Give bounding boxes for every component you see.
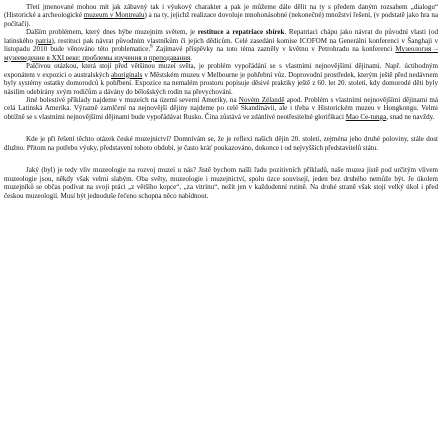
underlined-term: patria [35,36,52,45]
text-run: , snad ne navždy. [386,112,435,121]
text-run: . [190,53,193,62]
paragraph-p5 [4,135,438,152]
text-run: Kde je při řešení těchto otázek české muzejnictví? Domnívám se, že je reflexi našich dějin 20. století, zejména jeho druhé poloviny, stále dost dlužno. Přitom na potřebu výuky, představení tohoto období, je často kráť poukazováno, dokonce i od nejvyšších představitelů státu. [4,135,438,152]
paragraph-p1 [4,3,438,28]
text-run: Třetí jmenované mohou mít jak zábavný tak i výukový charakter a pak je můžeme dále dělit na ty s předem daným rozsahem „dialogu“ (Historické a archeologické [4,3,438,20]
text-run: Jiné bolestivé příklady najdeme v muzeích na území severní Ameriky, na [26,95,239,104]
text-run: Dalším problémem, který dnes hýbe muzejním světem, je [26,28,198,37]
text-run: Jaký (byl) je tedy vliv muzeologie na rozvoj muzeí u nás? Jistě bychom našli řadu pozitivních příkladů, naše muzea jistě pod určitým vlivem muzeologie jsou, někdy však velmi slabým. Oba světy, muzeologie i muzejnictví, spolu úzce souvisejí, jeden bez druhého nemůže být. Je úkolem muzejníků se občas podívat na svoji práci „z většího kopce“, „za vitrínu“, nežít jen v každodenní rutině. Na druhé straně však stojí velký úkol i před českou muzeologií. Musí být jednoduše řečeno schopna něco nabídnout. [4,166,438,200]
text-run: . Repatriaci chápu jako návrat do původní vlasti (od latinského [4,28,438,45]
text-run: apod. Problém s vlastními nejnovějšími dějinami má celá Latinská Amerika. Výrazně zamlčení na nejnovější dějiny najdeme po celé Skandinávii, ale i třeba v Historickém muzeu v Hongkongu. Velmi obtížně se s vlastními nejnovějšími dějinami bude vypořádávat Rusko. Čína zůstává ve zdánlivé neotřesitelné glorifikaci [4,95,438,121]
paragraph-p3 [4,62,438,96]
underlined-term: Музеология – музееведение в XXI веке: проблемы изучения и преподавания [4,45,438,62]
underlined-term: Novém Zélandě [238,95,285,104]
paragraph-p6 [4,166,438,200]
document-page [4,3,438,200]
text-run: ) a na ty, jejichž realizace dovoluje mnohonásobné (nekonečné) množství řešení, (v podstatě jako hra na počítači). [4,11,438,28]
text-run: Palčivou otázkou, která stojí před většinou muzeí světa, je problém vypořádání se s vlastními nejnovějšími dějinami. Např. úctihodným exponátem v expozici o australských [4,62,438,79]
footnote-ref: 8 [150,44,153,50]
text-run: Zajímavé příspěvky na toto téma zazněly v květnu v Petrohradu na konferenci [152,45,396,54]
underlined-term: aboriginals [111,70,143,79]
text-run: v Městském muzeu v Melbourne je pohřební vůz. Doprovodní prostředek, kterým ještě před nedávnem byly systémy ostatky domorodců k pohřbení. Expozice na nemalém prostoru popisuje děsivé praktiky ještě z 60. let 20. století, kdy domorodé děti byly násilím odebírány svým rodičům a dávány do bělošských rodin na převychování. [4,70,438,96]
paragraph-p4 [4,96,438,121]
underlined-term: Mao Ce-tunga [345,112,387,121]
text-run: ), restituci pak návrat původním vlastníkům či jejich dědicům. Celé zasedání komise ICOFOM na Generální konferenci v Šanghaji v listopadu 2010 bude věnováno této problematice. [4,36,438,54]
paragraph-p2 [4,28,438,62]
bold-term: restituce a repatriace sbírek [197,28,285,37]
underlined-term: muzeum v Montrealu [83,11,145,20]
